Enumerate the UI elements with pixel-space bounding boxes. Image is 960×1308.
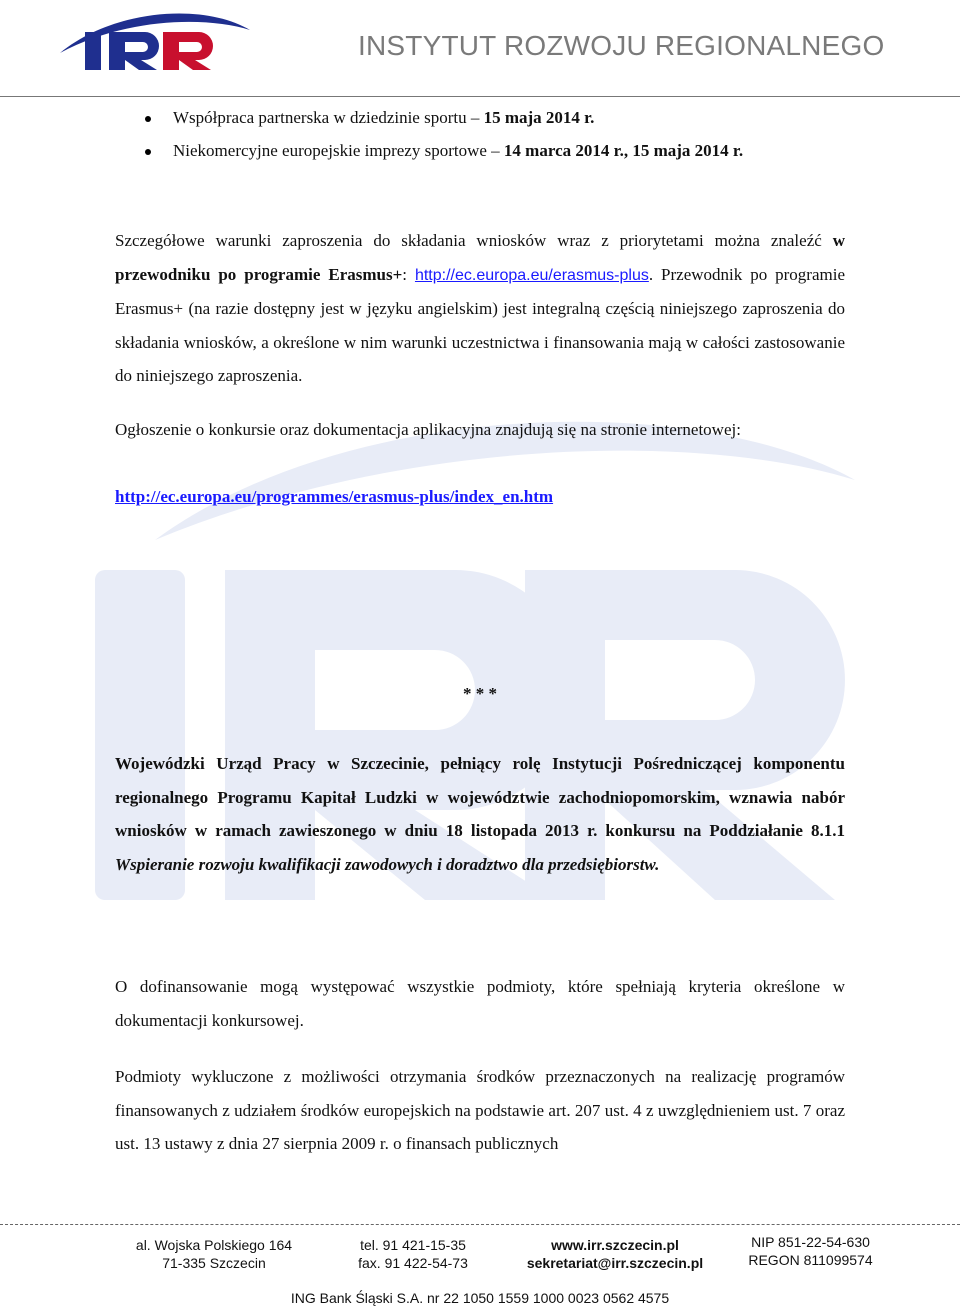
list-item-text: Współpraca partnerska w dziedzinie sportu – xyxy=(173,108,484,127)
nip-number: NIP 851-22-54-630 xyxy=(751,1234,870,1250)
erasmus-plus-link[interactable]: http://ec.europa.eu/erasmus-plus xyxy=(414,266,649,284)
bullet-icon xyxy=(145,149,151,155)
paragraph-text: Szczegółowe warunki zaproszenia do składania wniosków wraz z priorytetami można znaleźć xyxy=(115,231,833,250)
paragraph-text: . Przewodnik po programie Erasmus+ (na razie dostępny jest w języku angielskim) jest integralną częścią niniejszego zaproszenia do składania wniosków, a określone w nim warunki uczestnictwa i finansowania mają w całości zastosowanie do niniejszego zaproszenia. xyxy=(115,264,845,385)
footer-divider xyxy=(0,1224,960,1225)
paragraph-text: Ogłoszenie o konkursie oraz dokumentacja aplikacyjna znajdują się na stronie internetowej: xyxy=(115,420,741,439)
paragraph-bold-text: Wojewódzki Urząd Pracy w Szczecinie, pełniący rolę Instytucji Pośredniczącej komponentu regionalnego Programu Kapitał Ludzki w województwie zachodniopomorskim, wznawia nabór wniosków w ramach zawieszonego w dniu 18 listopada 2013 r. konkursu na Poddziałanie 8.1.1 xyxy=(115,754,845,840)
regon-number: REGON 811099574 xyxy=(748,1252,873,1268)
paragraph-text: : xyxy=(402,264,415,284)
deadline-list xyxy=(145,107,743,173)
phone-number: tel. 91 421-15-35 xyxy=(360,1237,466,1253)
address-line: 71-335 Szczecin xyxy=(162,1255,266,1271)
footer-web xyxy=(510,1236,720,1272)
website-address[interactable]: www.irr.szczecin.pl xyxy=(551,1237,679,1253)
list-item-text: Niekomercyjne europejskie imprezy sportowe – xyxy=(173,141,504,160)
header-divider xyxy=(0,96,960,97)
logo-text: IRR xyxy=(55,8,57,9)
list-item-date: 15 maja 2014 r. xyxy=(483,108,595,127)
footer-address xyxy=(130,1236,298,1272)
irr-logo xyxy=(55,8,255,74)
programme-link-line xyxy=(115,480,845,514)
footer-registration xyxy=(738,1233,883,1269)
announcement-paragraph xyxy=(115,413,845,447)
list-item-date: 14 marca 2014 r., 15 maja 2014 r. xyxy=(503,141,744,160)
fax-number: fax. 91 422-54-73 xyxy=(358,1255,468,1271)
wup-announcement-paragraph xyxy=(115,747,845,881)
section-separator: * * * xyxy=(463,684,497,703)
bank-account: ING Bank Śląski S.A. nr 22 1050 1559 1000 0023 0562 4575 xyxy=(290,1290,670,1306)
address-line: al. Wojska Polskiego 164 xyxy=(135,1237,293,1253)
paragraph-bold-text: w przewodniku po programie Erasmus+ xyxy=(115,231,845,284)
erasmus-guide-paragraph xyxy=(115,224,845,393)
paragraph-italic-text: Wspieranie rozwoju kwalifikacji zawodowych i doradztwo dla przedsiębiorstw. xyxy=(115,854,660,874)
programme-link[interactable]: http://ec.europa.eu/programmes/erasmus-plus/index_en.htm xyxy=(115,487,554,506)
email-address[interactable]: sekretariat@irr.szczecin.pl xyxy=(526,1255,704,1271)
eligibility-paragraph: O dofinansowanie mogą występować wszystkie podmioty, które spełniają kryteria określone w dokumentacji konkursowej. xyxy=(115,977,845,1030)
list-item xyxy=(145,107,743,140)
bullet-icon xyxy=(145,116,151,122)
list-item xyxy=(145,140,743,173)
institute-title: INSTYTUT ROZWOJU REGIONALNEGO xyxy=(358,30,885,61)
footer-phone xyxy=(345,1236,481,1272)
exclusions-paragraph: Podmioty wykluczone z możliwości otrzymania środków przeznaczonych na realizację programów finansowanych z udziałem środków europejskich na podstawie art. 207 ust. 4 z uwzględnieniem ust. 7 oraz ust. 13 ustawy z dnia 27 sierpnia 2009 r. o finansach publicznych xyxy=(115,1067,845,1153)
